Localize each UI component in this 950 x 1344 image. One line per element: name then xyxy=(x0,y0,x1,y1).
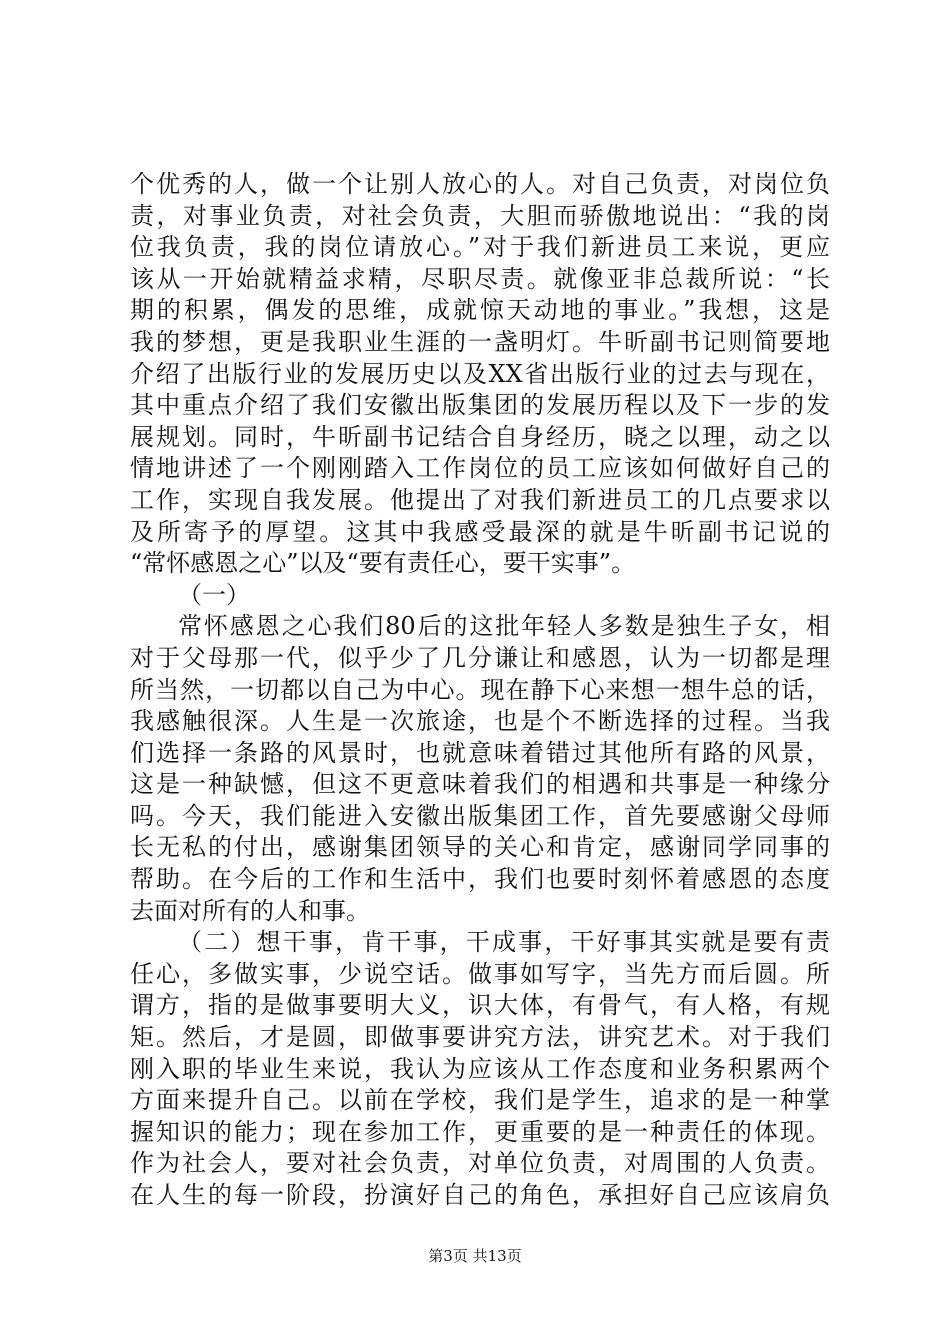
text-line: 任心，多做实事，少说空话。做事如写字，当先方而后圆。所 xyxy=(130,959,830,988)
text-line: 我的梦想，更是我职业生涯的一盏明灯。牛昕副书记则简要地 xyxy=(130,327,830,356)
text-line: 谓方，指的是做事要明大义，识大体，有骨气，有人格，有规 xyxy=(130,991,830,1020)
page-footer: 第3页 共13页 xyxy=(428,1247,522,1265)
text-line: 作为社会人，要对社会负责，对单位负责，对周围的人负责。 xyxy=(130,1149,830,1178)
text-line: 及所寄予的厚望。这其中我感受最深的就是牛昕副书记说的 xyxy=(130,517,830,546)
text-line: 这是一种缺憾，但这不更意味着我们的相遇和共事是一种缘分 xyxy=(130,770,830,799)
text-line: 情地讲述了一个刚刚踏入工作岗位的员工应该如何做好自己的 xyxy=(130,454,830,483)
text-line: 位我负责，我的岗位请放心。”对于我们新进员工来说，更应 xyxy=(130,233,830,262)
text-line: （一） xyxy=(178,580,250,609)
text-line: 刚入职的毕业生来说，我认为应该从工作态度和业务积累两个 xyxy=(130,1054,830,1083)
text-line: 矩。然后，才是圆，即做事要讲究方法，讲究艺术。对于我们 xyxy=(130,1023,830,1052)
text-line: 长无私的付出，感谢集团领导的关心和肯定，感谢同学同事的 xyxy=(130,833,830,862)
text-line: 其中重点介绍了我们安徽出版集团的发展历程以及下一步的发 xyxy=(130,391,830,420)
text-line: 帮助。在今后的工作和生活中，我们也要时刻怀着感恩的态度 xyxy=(130,865,830,894)
text-line: 我感触很深。人生是一次旅途，也是个不断选择的过程。当我 xyxy=(130,707,830,736)
text-line: “常怀感恩之心”以及“要有责任心，要干实事”。 xyxy=(130,549,636,578)
text-line: 介绍了出版行业的发展历史以及XX省出版行业的过去与现在， xyxy=(130,359,830,388)
text-line: （二）想干事，肯干事，干成事，干好事其实就是要有责 xyxy=(178,928,830,957)
text-line: 在人生的每一阶段，扮演好自己的角色，承担好自己应该肩负 xyxy=(130,1181,830,1209)
text-line: 常怀感恩之心我们80后的这批年轻人多数是独生子女，相 xyxy=(178,612,830,641)
text-line: 展规划。同时，牛昕副书记结合自身经历，晓之以理，动之以 xyxy=(130,422,830,451)
text-line: 去面对所有的人和事。 xyxy=(130,896,370,925)
text-line: 吗。今天，我们能进入安徽出版集团工作，首先要感谢父母师 xyxy=(130,801,830,830)
text-line: 该从一开始就精益求精，尽职尽责。就像亚非总裁所说：“长 xyxy=(130,264,830,293)
body-text xyxy=(130,169,830,1212)
text-line: 对于父母那一代，似乎少了几分谦让和感恩，认为一切都是理 xyxy=(130,643,830,672)
text-line: 方面来提升自己。以前在学校，我们是学生，追求的是一种掌 xyxy=(130,1086,830,1115)
text-line: 期的积累，偶发的思维，成就惊天动地的事业。”我想，这是 xyxy=(130,296,830,325)
text-line: 工作，实现自我发展。他提出了对我们新进员工的几点要求以 xyxy=(130,485,830,514)
text-line: 个优秀的人，做一个让别人放心的人。对自己负责，对岗位负 xyxy=(130,170,830,198)
text-line: 们选择一条路的风景时，也就意味着错过其他所有路的风景， xyxy=(130,738,830,767)
text-line: 所当然，一切都以自己为中心。现在静下心来想一想牛总的话， xyxy=(130,675,830,704)
text-line: 握知识的能力；现在参加工作，更重要的是一种责任的体现。 xyxy=(130,1117,830,1146)
text-line: 责，对事业负责，对社会负责，大胆而骄傲地说出：“我的岗 xyxy=(130,201,830,230)
